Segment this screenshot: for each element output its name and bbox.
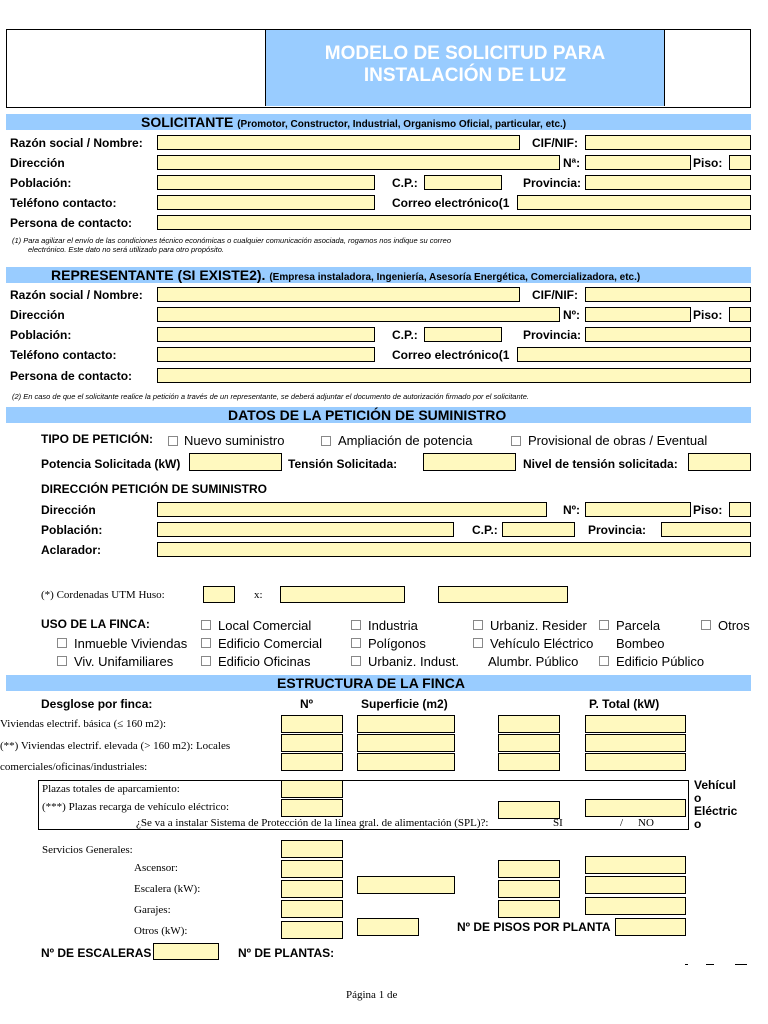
field-garajes-n[interactable] — [281, 900, 343, 918]
field-cp[interactable] — [424, 327, 502, 342]
title-line-1: MODELO DE SOLICITUD PARA — [324, 43, 606, 64]
field-pisos-planta[interactable] — [615, 918, 686, 936]
label-n-plantas: Nº DE PLANTAS: — [238, 946, 335, 960]
field-viv-elevada-pt[interactable] — [585, 734, 686, 752]
label-vehiculo-4: o — [694, 817, 702, 831]
section-estructura — [6, 675, 751, 691]
field-otros-n[interactable] — [281, 921, 343, 939]
page-footer: Página 1 de — [346, 989, 398, 1001]
field-escalera-sup[interactable] — [357, 876, 455, 894]
label-razon-social: Razón social / Nombre: — [10, 288, 143, 302]
label-correo: Correo electrónico(1 — [392, 196, 510, 210]
label-cif: CIF/NIF: — [532, 136, 578, 150]
label-piso: Piso: — [693, 503, 723, 517]
checkbox-provisional[interactable] — [511, 436, 521, 446]
note-1-line-1: (1) Para agilizar el envío de las condiciones técnico económicas o cualquier comunicación asociada, rogamos nos indique su correo — [12, 236, 451, 245]
field-viv-basica-extra[interactable] — [498, 715, 560, 733]
field-comerciales-extra[interactable] — [498, 753, 560, 771]
field-garajes-pt[interactable] — [585, 897, 686, 915]
field-aclarador[interactable] — [157, 542, 751, 557]
label-vehiculo-2: o — [694, 791, 702, 805]
label-tipo-peticion: TIPO DE PETICIÓN: — [41, 432, 154, 446]
field-viv-basica-pt[interactable] — [585, 715, 686, 733]
label-desglose: Desglose por finca: — [41, 697, 153, 711]
field-viv-basica-sup[interactable] — [357, 715, 455, 733]
label-edificio-oficinas: Edificio Oficinas — [218, 654, 311, 669]
label-cif: CIF/NIF: — [532, 288, 578, 302]
field-servicios[interactable] — [281, 840, 343, 858]
label-poblacion: Población: — [41, 523, 103, 537]
field-plazas[interactable] — [281, 780, 343, 798]
field-nivel-tension[interactable] — [688, 453, 751, 471]
label-viv-elevada: (**) Viviendas electrif. elevada (> 160 m2): Locales — [0, 740, 231, 752]
label-provisional: Provisional de obras / Eventual — [528, 433, 708, 448]
label-provincia: Provincia: — [523, 328, 582, 342]
dash-mark — [685, 964, 688, 965]
spl-separator: / — [620, 817, 624, 829]
section-peticion — [6, 407, 751, 423]
checkbox-urbaniz-indust[interactable] — [351, 656, 361, 666]
checkbox-edificio-comercial[interactable] — [201, 638, 211, 648]
label-provincia: Provincia: — [523, 176, 582, 190]
checkbox-viv-unifamiliares[interactable] — [57, 656, 67, 666]
field-escalera-n[interactable] — [281, 880, 343, 898]
checkbox-nuevo-suministro[interactable] — [168, 436, 178, 446]
field-comerciales-pt[interactable] — [585, 753, 686, 771]
field-telefono[interactable] — [157, 195, 375, 210]
field-direccion[interactable] — [157, 502, 547, 517]
label-provincia: Provincia: — [588, 523, 647, 537]
label-poblacion: Población: — [10, 176, 72, 190]
checkbox-edificio-oficinas[interactable] — [201, 656, 211, 666]
label-numero: Nª: — [563, 156, 581, 170]
label-industria: Industria — [368, 618, 418, 633]
checkbox-inmueble-viviendas[interactable] — [57, 638, 67, 648]
field-ascensor-n[interactable] — [281, 860, 343, 878]
label-utm: (*) Cordenadas UTM Huso: — [41, 589, 165, 601]
option-spl-si[interactable]: SI — [553, 817, 563, 829]
column-header-potencia-total: P. Total (kW) — [589, 697, 660, 711]
field-viv-elevada-sup[interactable] — [357, 734, 455, 752]
column-header-superficie: Superficie (m2) — [361, 697, 448, 711]
field-razon-social[interactable] — [157, 135, 520, 150]
label-persona: Persona de contacto: — [10, 369, 133, 383]
field-poblacion[interactable] — [157, 175, 375, 190]
field-numero[interactable] — [585, 502, 691, 517]
label-urbaniz-indust: Urbaniz. Indust. — [368, 654, 460, 669]
label-inmueble-viviendas: Inmueble Viviendas — [74, 636, 188, 651]
field-piso[interactable] — [729, 155, 751, 170]
label-urbaniz-resid: Urbaniz. Resider — [490, 618, 587, 633]
label-n-escaleras: Nº DE ESCALERAS — [41, 946, 152, 960]
field-tension[interactable] — [423, 453, 516, 471]
label-cp: C.P.: — [472, 523, 498, 537]
label-ampliacion: Ampliación de potencia — [338, 433, 473, 448]
field-otros-sup[interactable] — [357, 918, 419, 936]
note-1-line-2: electrónico. Este dato no será utilizado para otro propósito. — [28, 245, 224, 254]
label-edificio-publico: Edificio Público — [616, 654, 705, 669]
section-subtitle: (Empresa instaladora, Ingeniería, Asesoría Energética, Comercializadora, etc.) — [269, 272, 641, 283]
checkbox-vehiculo-electrico[interactable] — [473, 638, 483, 648]
label-otros: Otros (kW): — [134, 925, 188, 937]
field-provincia[interactable] — [661, 522, 751, 537]
label-servicios: Servicios Generales: — [42, 844, 133, 856]
section-subtitle: (Promotor, Constructor, Industrial, Organismo Oficial, particular, etc.) — [237, 119, 567, 130]
checkbox-ampliacion[interactable] — [321, 436, 331, 446]
field-telefono[interactable] — [157, 347, 375, 362]
label-edificio-comercial: Edificio Comercial — [218, 636, 323, 651]
field-n-escaleras[interactable] — [153, 943, 219, 960]
label-alumbr-publico: Alumbr. Público — [488, 654, 579, 669]
field-escalera-extra[interactable] — [498, 880, 560, 898]
label-otros: Otros — [718, 618, 750, 633]
label-vehiculo-electrico: Vehículo Eléctrico — [490, 636, 594, 651]
field-direccion[interactable] — [157, 155, 560, 170]
field-piso[interactable] — [729, 307, 751, 322]
label-numero: Nº: — [563, 503, 581, 517]
checkbox-parcela[interactable] — [599, 620, 609, 630]
note-2: (2) En caso de que el solicitante realice la petición a través de un representante, se deberá adjuntar el documento de autorización firmado por el solicitante. — [12, 392, 529, 401]
dash-mark — [706, 964, 714, 965]
checkbox-poligonos[interactable] — [351, 638, 361, 648]
field-cif[interactable] — [585, 287, 751, 302]
section-title: REPRESENTANTE (SI EXISTE2). — [51, 267, 266, 283]
field-viv-basica-n[interactable] — [281, 715, 343, 733]
label-aclarador: Aclarador: — [41, 543, 102, 557]
label-correo: Correo electrónico(1 — [392, 348, 510, 362]
label-telefono: Teléfono contacto: — [10, 348, 117, 362]
label-cp: C.P.: — [392, 328, 418, 342]
field-utm-x[interactable] — [280, 586, 405, 603]
field-ascensor-pt[interactable] — [585, 856, 686, 874]
label-nivel-tension: Nivel de tensión solicitada: — [523, 457, 678, 471]
label-ascensor: Ascensor: — [134, 862, 178, 874]
label-persona: Persona de contacto: — [10, 216, 133, 230]
field-utm-huso[interactable] — [203, 586, 235, 603]
section-title: SOLICITANTE — [141, 114, 234, 130]
field-recarga-pt[interactable] — [585, 799, 686, 817]
dash-mark — [735, 964, 747, 965]
field-ascensor-extra[interactable] — [498, 860, 560, 878]
option-spl-no[interactable]: NO — [638, 817, 654, 829]
field-provincia[interactable] — [585, 327, 751, 342]
section-title: DATOS DE LA PETICIÓN DE SUMINISTRO — [228, 407, 507, 423]
label-parcela: Parcela — [616, 618, 661, 633]
label-garajes: Garajes: — [134, 904, 171, 916]
label-comerciales: comerciales/oficinas/industriales: — [0, 761, 148, 773]
field-direccion[interactable] — [157, 307, 560, 322]
label-plazas: Plazas totales de aparcamiento: — [42, 783, 180, 795]
field-potencia[interactable] — [189, 453, 282, 471]
label-direccion: Dirección — [41, 503, 96, 517]
label-vehiculo-3: Eléctric — [694, 804, 738, 818]
checkbox-industria[interactable] — [351, 620, 361, 630]
label-local-comercial: Local Comercial — [218, 618, 312, 633]
field-persona[interactable] — [157, 368, 751, 383]
field-cp[interactable] — [502, 522, 575, 537]
label-numero: Nº: — [563, 308, 581, 322]
label-poligonos: Polígonos — [368, 636, 426, 651]
checkbox-local-comercial[interactable] — [201, 620, 211, 630]
checkbox-urbaniz-resid[interactable] — [473, 620, 483, 630]
label-nuevo-suministro: Nuevo suministro — [184, 433, 285, 448]
checkbox-otros[interactable] — [701, 620, 711, 630]
field-piso[interactable] — [729, 502, 751, 517]
label-x: x: — [254, 589, 263, 601]
label-direccion: Dirección — [10, 308, 65, 322]
field-cif[interactable] — [585, 135, 751, 150]
label-cp: C.P.: — [392, 176, 418, 190]
label-vehiculo-1: Vehícul — [694, 778, 737, 792]
form-title — [265, 30, 665, 106]
label-viv-basica: Viviendas electrif. básica (≤ 160 m2): — [0, 718, 167, 730]
section-representante — [6, 267, 751, 283]
label-potencia: Potencia Solicitada (kW) — [41, 457, 181, 471]
field-comerciales-n[interactable] — [281, 753, 343, 771]
label-plazas-recarga: (***) Plazas recarga de vehículo eléctrico: — [42, 801, 230, 813]
field-poblacion[interactable] — [157, 327, 375, 342]
label-escalera: Escalera (kW): — [134, 883, 201, 895]
label-uso-finca: USO DE LA FINCA: — [41, 617, 150, 631]
checkbox-edificio-publico[interactable] — [599, 656, 609, 666]
field-correo[interactable] — [517, 195, 751, 210]
label-poblacion: Población: — [10, 328, 72, 342]
title-line-2: INSTALACIÓN DE LUZ — [363, 65, 567, 86]
column-header-n: Nº — [300, 697, 314, 711]
field-persona[interactable] — [157, 215, 751, 230]
label-piso: Piso: — [693, 156, 723, 170]
field-razon-social[interactable] — [157, 287, 520, 302]
field-numero[interactable] — [585, 307, 691, 322]
section-title: ESTRUCTURA DE LA FINCA — [277, 675, 465, 691]
field-escalera-pt[interactable] — [585, 876, 686, 894]
field-poblacion[interactable] — [157, 522, 454, 537]
field-correo[interactable] — [517, 347, 751, 362]
field-numero[interactable] — [585, 155, 691, 170]
field-plazas-recarga[interactable] — [281, 799, 343, 817]
field-provincia[interactable] — [585, 175, 751, 190]
label-piso: Piso: — [693, 308, 723, 322]
label-spl: ¿Se va a instalar Sistema de Protección de la línea gral. de alimentación (SPL)?: — [136, 817, 489, 829]
field-utm-y[interactable] — [438, 586, 568, 603]
field-viv-elevada-extra[interactable] — [498, 734, 560, 752]
field-viv-elevada-n[interactable] — [281, 734, 343, 752]
field-recarga-extra[interactable] — [498, 801, 560, 819]
label-telefono: Teléfono contacto: — [10, 196, 117, 210]
label-viv-unifamiliares: Viv. Unifamiliares — [74, 654, 174, 669]
label-tension: Tensión Solicitada: — [288, 457, 398, 471]
label-direccion: Dirección — [10, 156, 65, 170]
label-razon-social: Razón social / Nombre: — [10, 136, 143, 150]
field-garajes-extra[interactable] — [498, 900, 560, 918]
label-bombeo: Bombeo — [616, 636, 665, 651]
label-direccion-peticion: DIRECCIÓN PETICIÓN DE SUMINISTRO — [41, 482, 268, 496]
field-cp[interactable] — [424, 175, 502, 190]
label-pisos-planta: Nº DE PISOS POR PLANTA — [457, 920, 611, 934]
field-comerciales-sup[interactable] — [357, 753, 455, 771]
section-solicitante — [6, 114, 751, 130]
